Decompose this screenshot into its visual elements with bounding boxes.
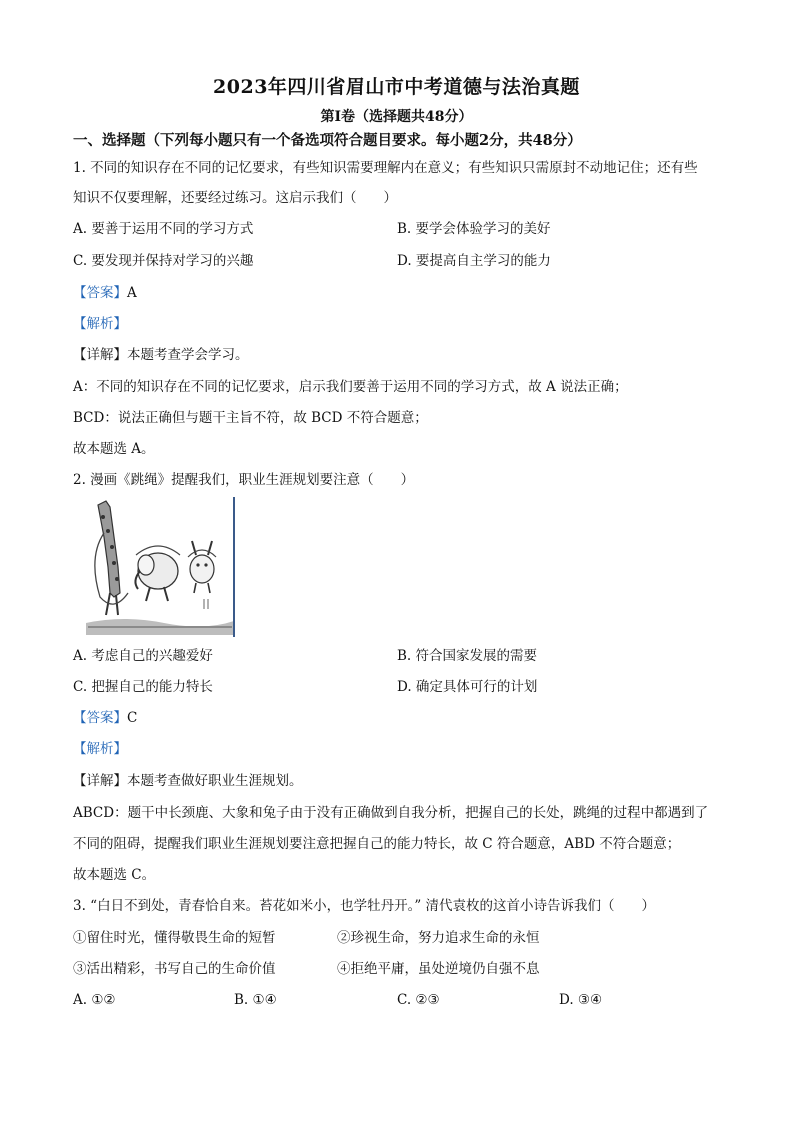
q1-explanation-3: 故本题选 A。 — [73, 441, 155, 457]
answer-tag: 【答案】 — [73, 710, 127, 726]
answer-value: A — [127, 285, 137, 301]
q2-explanation-2: 不同的阻碍，提醒我们职业生涯规划要注意把握自己的能力特长，故 C 符合题意，ABD 不符合题意； — [73, 836, 681, 852]
q3-statement-1: ①留住时光，懂得敬畏生命的短暂 — [73, 930, 276, 946]
answer-value: C — [127, 710, 138, 726]
jump-rope-cartoon-image — [84, 497, 236, 637]
q3-statement-3: ③活出精彩，书写自己的生命价值 — [73, 961, 276, 977]
q2-detail: 【详解】本题考查做好职业生涯规划。 — [73, 773, 303, 789]
part-subtitle: 第I卷（选择题共48分） — [320, 109, 473, 125]
q2-option-a: A. 考虑自己的兴趣爱好 — [73, 648, 213, 664]
q2-explanation-1: ABCD：题干中长颈鹿、大象和兔子由于没有正确做到自我分析，把握自己的长处，跳绳的过程中都遇到了 — [73, 805, 709, 821]
q3-stem: 3. “白日不到处，青春恰自来。苔花如米小，也学牡丹开。” 清代袁枚的这首小诗告诉我们（ ） — [73, 898, 656, 914]
q3-option-a: A. ①② — [73, 992, 116, 1008]
q3-statement-2: ②珍视生命，努力追求生命的永恒 — [337, 930, 540, 946]
section-heading: 一、选择题（下列每小题只有一个备选项符合题目要求。每小题2分，共48分） — [73, 132, 582, 149]
q1-option-a: A. 要善于运用不同的学习方式 — [73, 221, 254, 237]
answer-tag: 【答案】 — [73, 285, 127, 301]
q3-option-c: C. ②③ — [397, 992, 440, 1008]
q2-option-c: C. 把握自己的能力特长 — [73, 679, 213, 695]
q1-stem-line1: 1. 不同的知识存在不同的记忆要求，有些知识需要理解内在意义；有些知识只需原封不动地记住；还有些 — [73, 160, 698, 176]
q2-option-d: D. 确定具体可行的计划 — [397, 679, 538, 695]
q1-answer — [73, 283, 137, 303]
q2-analysis-tag: 【解析】 — [73, 741, 127, 757]
q1-detail: 【详解】本题考查学会学习。 — [73, 347, 249, 363]
q3-option-b: B. ①④ — [234, 992, 277, 1008]
q2-option-b: B. 符合国家发展的需要 — [397, 648, 538, 664]
q1-explanation-2: BCD：说法正确但与题干主旨不符，故 BCD 不符合题意； — [73, 410, 428, 426]
q2-answer — [73, 708, 137, 728]
q1-option-d: D. 要提高自主学习的能力 — [397, 253, 551, 269]
q2-explanation-3: 故本题选 C。 — [73, 867, 156, 883]
q3-option-d: D. ③④ — [559, 992, 603, 1008]
q1-explanation-1: A：不同的知识存在不同的记忆要求，启示我们要善于运用不同的学习方式，故 A 说法正确； — [73, 379, 628, 395]
page-title: 2023年四川省眉山市中考道德与法治真题 — [213, 76, 580, 98]
q3-statement-4: ④拒绝平庸，虽处逆境仍自强不息 — [337, 961, 540, 977]
q1-analysis-tag: 【解析】 — [73, 316, 127, 332]
q1-option-b: B. 要学会体验学习的美好 — [397, 221, 551, 237]
q1-stem-line2: 知识不仅要理解，还要经过练习。这启示我们（ ） — [73, 190, 397, 206]
q1-option-c: C. 要发现并保持对学习的兴趣 — [73, 253, 254, 269]
q2-stem: 2. 漫画《跳绳》提醒我们，职业生涯规划要注意（ ） — [73, 472, 415, 488]
